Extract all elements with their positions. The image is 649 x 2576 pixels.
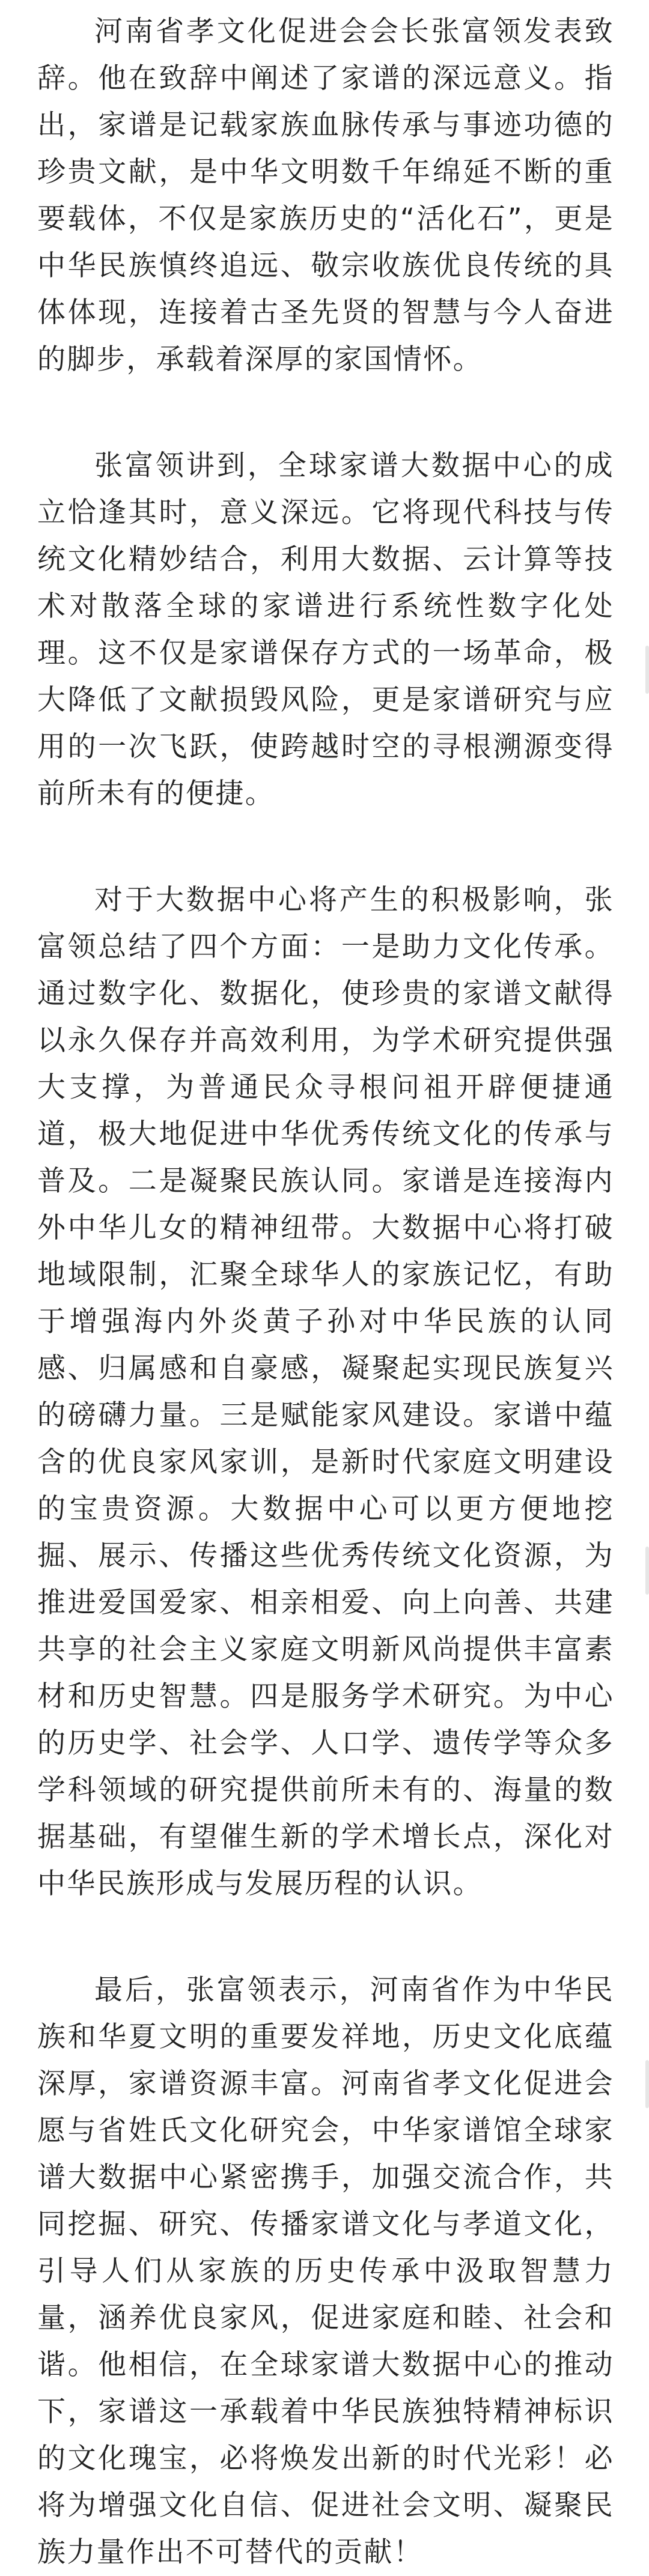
article-paragraph: 河南省孝文化促进会会长张富领发表致辞。他在致辞中阐述了家谱的深远意义。指出，家谱是记载家族血脉传承与事迹功德的珍贵文献，是中华文明数千年绵延不断的重要载体，不仅是家族历史的“活化石”，更是中华民族慎终追远、敬宗收族优良传统的具体体现，连接着古圣先贤的智慧与今人奋进的脚步，承载着深厚的家国情怀。 — [37, 15, 614, 376]
article-paragraph: 最后，张富领表示，河南省作为中华民族和华夏文明的重要发祥地，历史文化底蕴深厚，家谱资源丰富。河南省孝文化促进会愿与省姓氏文化研究会，中华家谱馆全球家谱大数据中心紧密携手，加强交流合作，共同挖掘、研究、传播家谱文化与孝道文化，引导人们从家族的历史传承中汲取智慧力量，涵养优良家风，促进家庭和睦、社会和谐。他相信，在全球家谱大数据中心的推动下，家谱这一承载着中华民族独特精神标识的文化瑰宝，必将焕发出新的时代光彩！必将为增强文化自信、促进社会文明、凝聚民族力量作出不可替代的贡献！ — [37, 1974, 614, 2569]
scroll-indicator — [645, 2060, 649, 2108]
article-paragraph: 张富领讲到，全球家谱大数据中心的成立恰逢其时，意义深远。它将现代科技与传统文化精妙结合，利用大数据、云计算等技术对散落全球的家谱进行系统性数字化处理。这不仅是家谱保存方式的一场革命，极大降低了文献损毁风险，更是家谱研究与应用的一次飞跃，使跨越时空的寻根溯源变得前所未有的便捷。 — [37, 449, 614, 810]
scroll-indicator — [645, 646, 649, 694]
scroll-indicator — [645, 1547, 649, 1595]
article-paragraph: 对于大数据中心将产生的积极影响，张富领总结了四个方面：一是助力文化传承。通过数字化、数据化，使珍贵的家谱文献得以永久保存并高效利用，为学术研究提供强大支撑，为普通民众寻根问祖开辟便捷通道，极大地促进中华优秀传统文化的传承与普及。二是凝聚民族认同。家谱是连接海内外中华儿女的精神纽带。大数据中心将打破地域限制，汇聚全球华人的家族记忆，有助于增强海内外炎黄子孙对中华民族的认同感、归属感和自豪感，凝聚起实现民族复兴的磅礴力量。三是赋能家风建设。家谱中蕴含的优良家风家训，是新时代家庭文明建设的宝贵资源。大数据中心可以更方便地挖掘、展示、传播这些优秀传统文化资源，为推进爱国爱家、相亲相爱、向上向善、共建共享的社会主义家庭文明新风尚提供丰富素材和历史智慧。四是服务学术研究。为中心的历史学、社会学、人口学、遗传学等众多学科领域的研究提供前所未有的、海量的数据基础，有望催生新的学术增长点，深化对中华民族形成与发展历程的认识。 — [37, 883, 614, 1900]
